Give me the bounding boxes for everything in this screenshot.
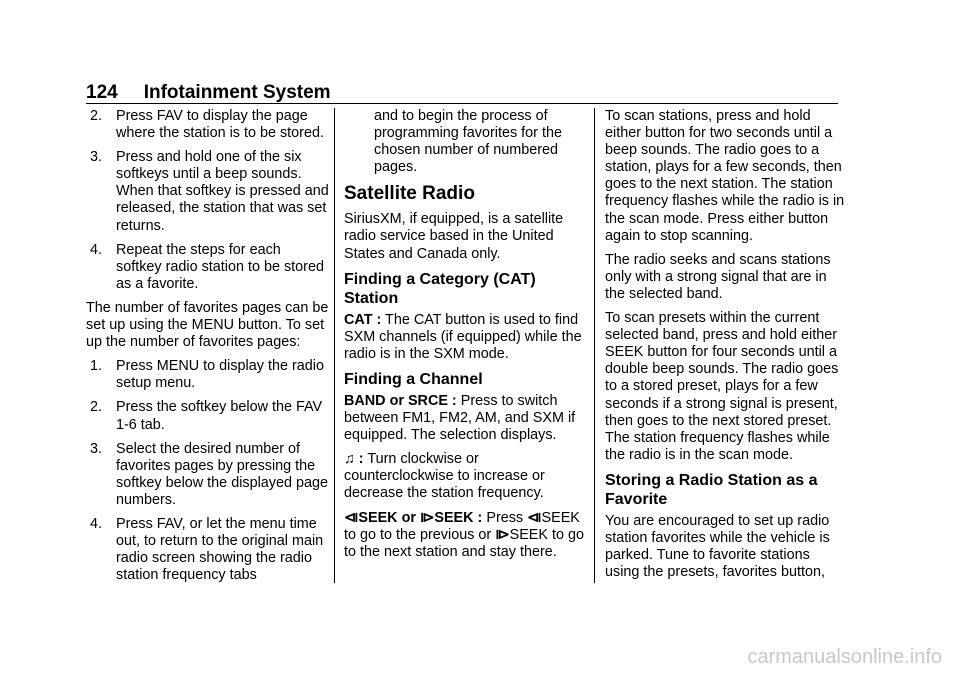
seek-next-icon: ⧐	[419, 509, 435, 526]
favorite-steps-list	[86, 108, 330, 293]
list-item	[86, 516, 330, 584]
seek-paragraph	[344, 510, 588, 561]
tune-label: :	[354, 451, 364, 468]
list-item	[86, 108, 330, 142]
seek-text-a: Press	[482, 509, 528, 526]
seek-previous-icon: ⧏	[344, 509, 359, 526]
list-item	[86, 149, 330, 234]
cat-label: CAT :	[344, 311, 382, 328]
step-number: 3.	[90, 149, 103, 166]
favorites-intro-paragraph: You are encouraged to set up radio station favorites while the vehicle is parked. Tune to favorite stations using the presets, favorites button,	[605, 512, 830, 581]
list-item	[86, 242, 330, 293]
step-number: 4.	[90, 515, 103, 532]
step-text: Select the desired number of favorites pages by pressing the softkey below the displayed page numbers.	[116, 440, 329, 508]
tune-knob-icon: ♫	[344, 451, 355, 468]
seek-text-c: SEEK to go to the next station and stay there.	[344, 526, 584, 560]
seek-previous-icon: ⧏	[527, 509, 542, 526]
column-divider-1	[334, 108, 335, 583]
section-heading-satellite-radio: Satellite Radio	[344, 183, 475, 205]
list-item	[86, 358, 330, 392]
cat-text: The CAT button is used to find SXM channels (if equipped) while the radio is in the SXM mode.	[344, 311, 582, 362]
seek-text-b: SEEK to go to the previous or	[344, 509, 580, 543]
step-number: 2.	[90, 108, 103, 124]
list-item	[86, 441, 330, 509]
column-1	[86, 108, 330, 591]
cat-paragraph	[344, 312, 588, 363]
page-number: 124	[86, 82, 118, 103]
step-text: Press FAV to display the page where the station is to be stored.	[116, 108, 324, 142]
column-3	[605, 108, 845, 588]
satellite-paragraph: SiriusXM, if equipped, is a satellite radio service based in the United States and Canada only.	[344, 211, 564, 262]
seek-label-a: SEEK or	[358, 509, 420, 526]
column-divider-2	[594, 108, 595, 583]
step-number: 4.	[90, 241, 103, 258]
scan-presets-paragraph: To scan presets within the current selected band, press and hold either SEEK button for four seconds until a double beep sounds. The radio goes to a stored preset, plays for a few seconds if a strong signal is present, then goes to the next stored preset. The station frequency flashes while the radio is in the scan mode.	[605, 310, 839, 463]
header-rule	[86, 103, 838, 104]
favorites-pages-paragraph: The number of favorites pages can be set up using the MENU button. To set up the number of favorites pages:	[86, 299, 329, 351]
seek-next-icon: ⧐	[495, 526, 510, 543]
subheading-storing-favorite: Storing a Radio Station as a Favorite	[605, 471, 818, 508]
scan-stations-paragraph: To scan stations, press and hold either button for two seconds until a beep sounds. The radio goes to a station, plays for a few seconds, then goes to the next station. The station frequency flashes while the radio is in the scan mode. Press either button again to stop scanning.	[605, 108, 845, 244]
tune-text: Turn clockwise or counterclockwise to increase or decrease the station frequency.	[344, 451, 545, 502]
list-item	[86, 399, 330, 433]
page-header	[86, 82, 331, 104]
watermark: carmanualsonline.info	[747, 646, 942, 668]
seek-label-b: SEEK :	[434, 509, 483, 526]
subheading-finding-channel: Finding a Channel	[344, 370, 483, 388]
band-label: BAND or SRCE :	[344, 392, 457, 409]
band-text: Press to switch between FM1, FM2, AM, and SXM if equipped. The selection displays.	[344, 392, 576, 444]
band-paragraph	[344, 393, 588, 444]
tune-paragraph	[344, 451, 588, 502]
step-text: Press MENU to display the radio setup menu.	[116, 358, 324, 392]
favorites-pages-steps-list	[86, 358, 330, 584]
step-text: Press FAV, or let the menu time out, to return to the original main radio screen showing the radio station frequency tabs	[116, 515, 324, 584]
step-text: Press and hold one of the six softkeys until a beep sounds. When that softkey is pressed and released, the station that was set returns.	[116, 149, 329, 234]
step-number: 3.	[90, 440, 103, 457]
subheading-finding-category: Finding a Category (CAT) Station	[344, 270, 536, 307]
chapter-title: Infotainment System	[143, 82, 331, 103]
step-number: 2.	[90, 399, 103, 416]
column-2	[344, 108, 588, 568]
step-text: Repeat the steps for each softkey radio station to be stored as a favorite.	[116, 241, 324, 292]
step-number: 1.	[90, 358, 103, 375]
list-continuation: and to begin the process of programming favorites for the chosen number of numbered pages.	[374, 108, 562, 176]
step-text: Press the softkey below the FAV 1-6 tab.	[116, 399, 323, 433]
strong-signal-paragraph: The radio seeks and scans stations only with a strong signal that are in the selected band.	[605, 251, 831, 302]
